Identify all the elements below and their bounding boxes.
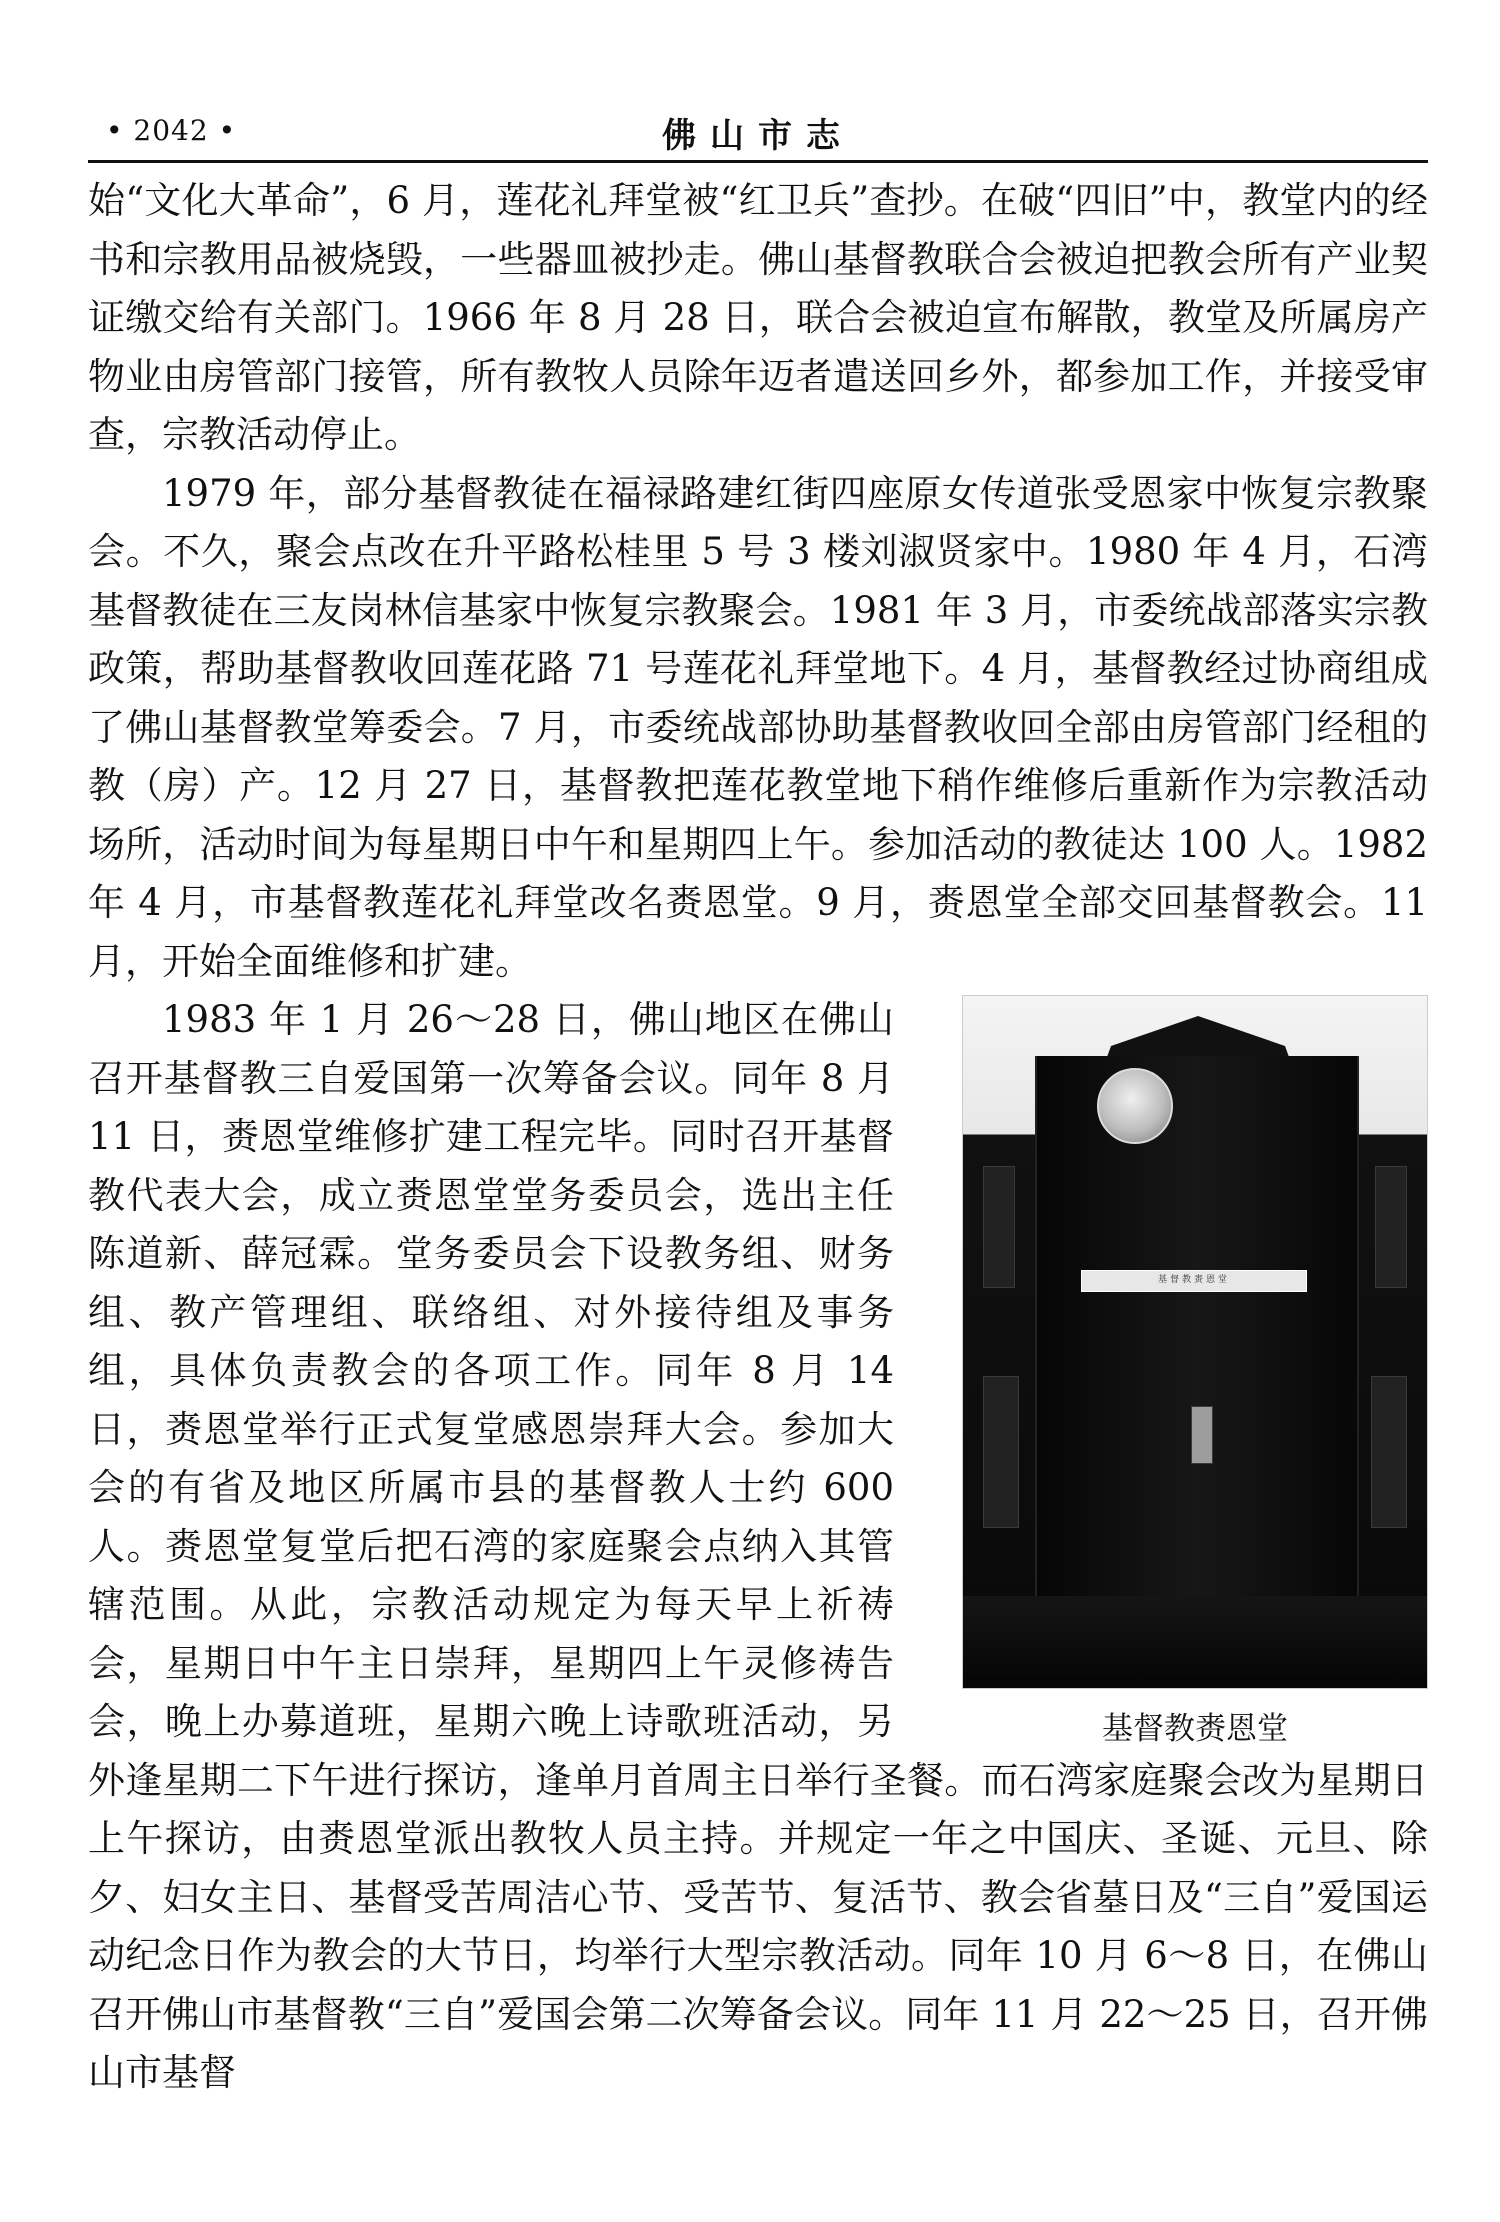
center-light-shape bbox=[1191, 1406, 1213, 1464]
book-title: 佛山市志 bbox=[662, 116, 854, 156]
page-number: • 2042 • bbox=[106, 114, 237, 147]
article-body bbox=[88, 172, 1428, 2103]
left-lower-window-shape bbox=[983, 1376, 1019, 1528]
right-window-shape bbox=[1375, 1166, 1407, 1288]
left-window-shape bbox=[983, 1166, 1015, 1288]
paragraph-3: 1983 年 1 月 26～28 日，佛山地区在佛山召开基督教三自爱国第一次筹备会议。同年 8 月 11 日，赉恩堂维修扩建工程完毕。同时召开基督教代表大会，成立赉恩堂堂务委员会，选出主任陈道新、薛冠霖。堂务委员会下设教务组、财务组、教产管理组、联络组、对外接待组及事务组，具体负责教会的各项工作。同年 8 月 14 日，赉恩堂举行正式复堂感恩崇拜大会。参加大会的有省及地区所属市县的基督教人士约 600 人。赉恩堂复堂后把石湾的家庭聚会点纳入其管辖范围。从此，宗教活动规定为每天早上祈祷会，星期日中午主日崇拜，星期四上午灵修祷告会，晚上办募道班，星期六晚上诗歌班活动，另外逢星期二下午进行探访，逢单月首周主日举行圣餐。而石湾家庭聚会改为星期日上午探访，由赉恩堂派出教牧人员主持。并规定一年之中国庆、圣诞、元旦、除夕、妇女主日、基督受苦周洁心节、受苦节、复活节、教会省墓日及“三自”爱国运动纪念日作为教会的大节日，均举行大型宗教活动。同年 10 月 6～8 日，在佛山召开佛山市基督教“三自”爱国会第二次筹备会议。同年 11 月 22～25 日，召开佛山市基督 bbox=[88, 998, 1428, 2094]
church-tower-shape bbox=[1035, 1056, 1359, 1686]
church-photo bbox=[962, 995, 1428, 1689]
clock-face-icon bbox=[1097, 1068, 1173, 1144]
page-header bbox=[88, 108, 1428, 163]
church-sign: 基督教赉恩堂 bbox=[1081, 1270, 1307, 1292]
right-lower-window-shape bbox=[1371, 1376, 1407, 1528]
church-photo-figure bbox=[928, 995, 1428, 1749]
photo-ground bbox=[963, 1596, 1427, 1688]
paragraph-2: 1979 年，部分基督教徒在福禄路建红街四座原女传道张受恩家中恢复宗教聚会。不久，聚会点改在升平路松桂里 5 号 3 楼刘淑贤家中。1980 年 4 月，石湾基督教徒在三友岗林信基家中恢复宗教聚会。1981 年 3 月，市委统战部落实宗教政策，帮助基督教收回莲花路 71 号莲花礼拜堂地下。4 月，基督教经过协商组成了佛山基督教堂筹委会。7 月，市委统战部协助基督教收回全部由房管部门经租的教（房）产。12 月 27 日，基督教把莲花教堂地下稍作维修后重新作为宗教活动场所，活动时间为每星期日中午和星期四上午。参加活动的教徒达 100 人。1982 年 4 月，市基督教莲花礼拜堂改名赉恩堂。9 月，赉恩堂全部交回基督教会。11 月，开始全面维修和扩建。 bbox=[88, 471, 1428, 983]
paragraph-1: 始“文化大革命”，6 月，莲花礼拜堂被“红卫兵”查抄。在破“四旧”中，教堂内的经书和宗教用品被烧毁，一些器皿被抄走。佛山基督教联合会被迫把教会所有产业契证缴交给有关部门。1966 年 8 月 28 日，联合会被迫宣布解散，教堂及所属房产物业由房管部门接管，所有教牧人员除年迈者遣送回乡外，都参加工作，并接受审查，宗教活动停止。 bbox=[88, 179, 1428, 456]
photo-caption: 基督教赉恩堂 bbox=[1102, 1711, 1288, 1747]
